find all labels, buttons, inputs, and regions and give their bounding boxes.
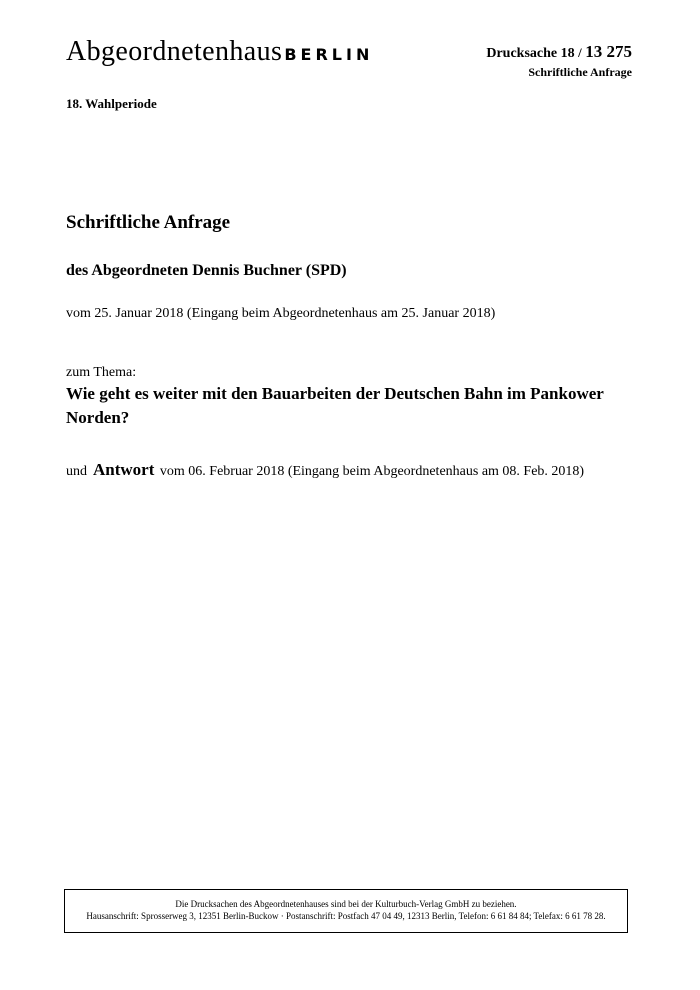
topic-title: Wie geht es weiter mit den Bauarbeiten der Deutschen Bahn im Pankower Norden?: [66, 384, 604, 427]
author-line: des Abgeordneten Dennis Buchner (SPD): [66, 262, 347, 279]
answer-line: [66, 460, 584, 480]
document-title: Schriftliche Anfrage: [66, 212, 231, 233]
drucksache-number: 13 275: [585, 42, 632, 61]
topic-label: zum Thema:: [66, 365, 137, 380]
question-date: vom 25. Januar 2018 (Eingang beim Abgeordnetenhaus am 25. Januar 2018): [66, 306, 496, 321]
logo-city: BERLIN: [284, 45, 374, 64]
drucksache-separator: /: [578, 45, 582, 60]
parliament-logo: [66, 36, 373, 68]
drucksache-block: [486, 42, 632, 80]
answer-details: vom 06. Februar 2018 (Eingang beim Abgeordnetenhaus am 08. Feb. 2018): [159, 464, 585, 479]
footer-line-2: Hausanschrift: Sprosserweg 3, 12351 Berlin-Buckow · Postanschrift: Postfach 47 04 49, 12313 Berlin, Telefon: 6 61 84 84; Telefax: 6 61 78 28.: [86, 911, 606, 921]
footer-box: [64, 889, 628, 933]
answer-prefix: und: [66, 464, 87, 479]
drucksache-label: Drucksache 18: [486, 46, 575, 61]
logo-name: Abgeordnetenhaus: [66, 36, 283, 67]
document-type: Schriftliche Anfrage: [528, 65, 632, 79]
footer-line-1: Die Drucksachen des Abgeordnetenhauses sind bei der Kulturbuch-Verlag GmbH zu beziehen.: [175, 899, 517, 909]
answer-word: Antwort: [93, 460, 155, 479]
wahlperiode: 18. Wahlperiode: [66, 96, 157, 111]
drucksache-number-line: [486, 42, 632, 62]
